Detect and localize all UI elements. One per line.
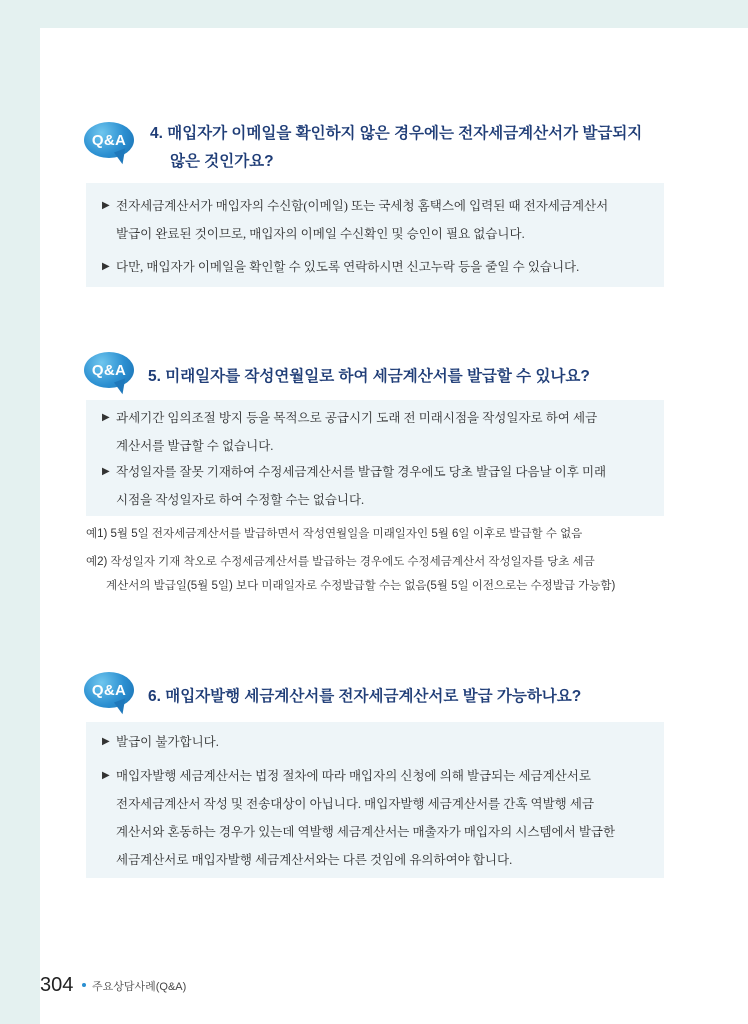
qa-badge-label: Q&A	[84, 122, 134, 158]
answer-6-item-2-line3: 계산서와 혼동하는 경우가 있는데 역발행 세금계산서는 매출자가 매입자의 시스템에서 발급한	[116, 825, 616, 839]
qa-badge-icon	[84, 672, 134, 716]
footer-dot-icon	[82, 983, 86, 987]
answer-6-item-2-line4: 세금계산서로 매입자발행 세금계산서와는 다른 것임에 유의하여야 합니다.	[116, 853, 513, 867]
example-1	[86, 522, 664, 546]
example-2	[86, 550, 664, 598]
answer-6-item-2-line2: 전자세금계산서 작성 및 전송대상이 아닙니다. 매입자발행 세금계산서를 간혹 역발행 세금	[116, 797, 595, 811]
question-5-title: 5. 미래일자를 작성연월일로 하여 세금계산서를 발급할 수 있나요?	[148, 368, 590, 385]
answer-5-item-2	[102, 458, 650, 514]
answer-4-item-1-line1: 전자세금계산서가 매입자의 수신함(이메일) 또는 국세청 홈택스에 입력된 때 전자세금계산서	[116, 199, 609, 213]
qa-badge-label: Q&A	[84, 352, 134, 388]
answer-6-item-1-line1: 발급이 불가합니다.	[116, 735, 219, 749]
page-number: 304	[40, 974, 74, 996]
question-4-title-line2: 않은 것인가요?	[170, 153, 274, 170]
answer-5-item-1	[102, 404, 650, 460]
answer-6-item-2-line1: 매입자발행 세금계산서는 법정 절차에 따라 매입자의 신청에 의해 발급되는 세금계산서로	[116, 769, 591, 783]
answer-6-item-2	[102, 762, 650, 874]
qa-badge-label: Q&A	[84, 672, 134, 708]
question-4-title-line1: 4. 매입자가 이메일을 확인하지 않은 경우에는 전자세금계산서가 발급되지	[150, 125, 643, 142]
question-6-title: 6. 매입자발행 세금계산서를 전자세금계산서로 발급 가능하나요?	[148, 688, 582, 705]
answer-5-item-1-line2: 계산서를 발급할 수 없습니다.	[116, 439, 274, 453]
footer-section-title: 주요상담사례(Q&A)	[92, 981, 187, 993]
answer-5-item-1-line1: 과세기간 임의조절 방지 등을 목적으로 공급시기 도래 전 미래시점을 작성일자로 하여 세금	[116, 411, 598, 425]
bullet-triangle-icon: ▶	[102, 200, 110, 211]
answer-4-item-1	[102, 192, 650, 248]
example-1-line1: 예1) 5월 5일 전자세금계산서를 발급하면서 작성연월일을 미래일자인 5월 6일 이후로 발급할 수 없음	[86, 528, 583, 540]
answer-4-item-2-line1: 다만, 매입자가 이메일을 확인할 수 있도록 연락하시면 신고누락 등을 줄일 수 있습니다.	[116, 260, 580, 274]
bullet-triangle-icon: ▶	[102, 736, 110, 747]
bullet-triangle-icon: ▶	[102, 770, 110, 781]
answer-4-item-1-line2: 발급이 완료된 것이므로, 매입자의 이메일 수신확인 및 승인이 필요 없습니다.	[116, 227, 525, 241]
bullet-triangle-icon: ▶	[102, 466, 110, 477]
qa-badge-icon	[84, 352, 134, 396]
bullet-triangle-icon: ▶	[102, 412, 110, 423]
answer-5-item-2-line2: 시점을 작성일자로 하여 수정할 수는 없습니다.	[116, 493, 365, 507]
qa-badge-icon	[84, 122, 134, 166]
example-2-line2: 계산서의 발급일(5월 5일) 보다 미래일자로 수정발급할 수는 없음(5월 5일 이전으로는 수정발급 가능함)	[106, 580, 616, 592]
bullet-triangle-icon: ▶	[102, 261, 110, 272]
example-2-line1: 예2) 작성일자 기재 착오로 수정세금계산서를 발급하는 경우에도 수정세금계산서 작성일자를 당초 세금	[86, 556, 595, 568]
answer-6-item-1	[102, 728, 650, 756]
answer-5-item-2-line1: 작성일자를 잘못 기재하여 수정세금계산서를 발급할 경우에도 당초 발급일 다음날 이후 미래	[116, 465, 607, 479]
answer-4-item-2	[102, 253, 650, 281]
